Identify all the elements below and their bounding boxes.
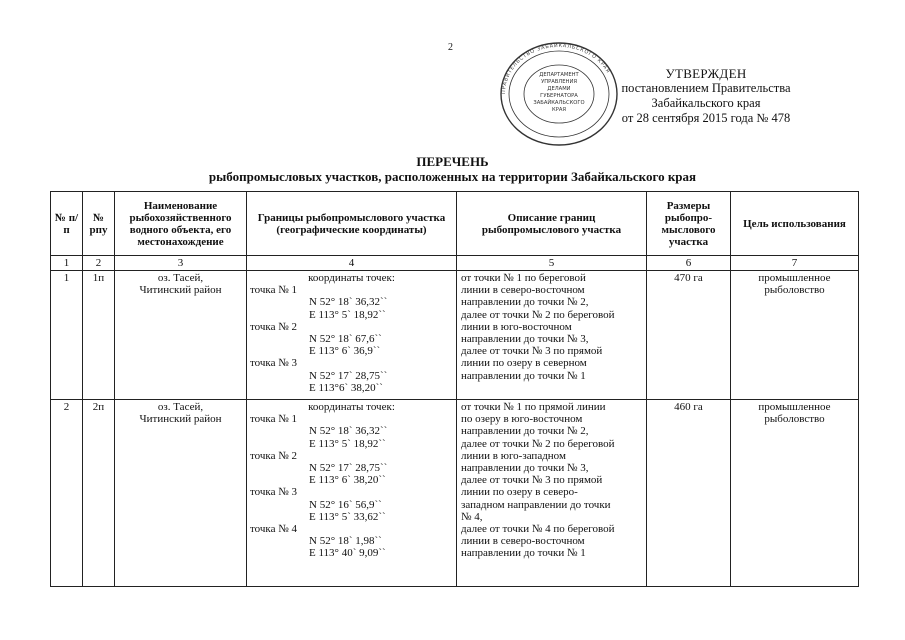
- svg-text:КРАЯ: КРАЯ: [552, 107, 566, 113]
- point-label: точка № 3: [250, 357, 297, 370]
- row-coordinates: координаты точек: точка № 1 N 52° 18` 36,32`` E 113° 5` 18,92`` точка № 2 N 52° 17` 28,75`` E 113° 6` 38,20`` точка № 3 N 52° 16` 56,9`` E 113° 5` 33,62`` точка № 4 N 52° 18` 1,98`` E 113° 40` 9,09``: [247, 400, 457, 587]
- row-purpose: промышленное рыболовство: [731, 400, 859, 587]
- svg-text:ДЕПАРТАМЕНТ: ДЕПАРТАМЕНТ: [539, 72, 579, 78]
- col-number: 7: [731, 256, 859, 271]
- col-header-rpu: № рпу: [83, 192, 115, 256]
- page-number: 2: [448, 42, 453, 53]
- approval-title: УТВЕРЖДЕН: [665, 66, 747, 81]
- col-number: 3: [115, 256, 247, 271]
- col-number: 6: [647, 256, 731, 271]
- col-header-num: № п/п: [51, 192, 83, 256]
- col-header-size: Размеры рыбопро-мыслового участка: [647, 192, 731, 256]
- approval-line-2: Забайкальского края: [651, 96, 761, 110]
- point-label: точка № 1: [250, 284, 297, 297]
- col-number: 2: [83, 256, 115, 271]
- table-row: [51, 271, 859, 400]
- column-number-row: [51, 256, 859, 271]
- col-header-bounds: Границы рыбопромыслового участка (географические координаты): [247, 192, 457, 256]
- document-title: ПЕРЕЧЕНЬ: [416, 154, 489, 169]
- point-label: точка № 3: [250, 486, 297, 499]
- approval-line-1: постановлением Правительства: [621, 81, 791, 95]
- approval-line-3: от 28 сентября 2015 года № 478: [621, 111, 791, 125]
- col-header-object: Наименование рыбохозяйственного водного объекта, его местонахождение: [115, 192, 247, 256]
- row-size: 470 га: [647, 271, 731, 400]
- svg-text:ПРАВИТЕЛЬСТВО ЗАБАЙКАЛЬСКОГО К: ПРАВИТЕЛЬСТВО ЗАБАЙКАЛЬСКОГО КРАЯ: [500, 42, 612, 95]
- row-number: 2: [51, 400, 83, 587]
- col-header-description: Описание границ рыбопромыслового участка: [457, 192, 647, 256]
- fishing-areas-table: [50, 191, 859, 587]
- row-number: 1: [51, 271, 83, 400]
- row-object: оз. Тасей, Читинский район: [115, 400, 247, 587]
- row-object: оз. Тасей, Читинский район: [115, 271, 247, 400]
- svg-text:УПРАВЛЕНИЯ: УПРАВЛЕНИЯ: [541, 79, 577, 85]
- point-label: точка № 4: [250, 523, 297, 536]
- row-rpu: 2п: [83, 400, 115, 587]
- approval-block: [600, 66, 812, 126]
- point-label: точка № 2: [250, 449, 297, 462]
- row-coordinates: координаты точек: точка № 1 N 52° 18` 36,32`` E 113° 5` 18,92`` точка № 2 N 52° 18` 67,6`` E 113° 6` 36,9`` точка № 3 N 52° 17` 28,75`` E 113°6` 38,20``: [247, 271, 457, 400]
- col-header-purpose: Цель использования: [731, 192, 859, 256]
- row-description: от точки № 1 по прямой линии по озеру в юго-восточном направлении до точки № 2, далее от точки № 2 по береговой линии в юго-западном направлении до точки № 3, далее от точки № 3 по прямой линии по озеру в северо- западном направлении до точки № 4, далее от точки № 4 по береговой линии в северо-восточном направлении до точки № 1: [457, 400, 647, 587]
- document-subtitle: рыбопромысловых участков, расположенных на территории Забайкальского края: [208, 169, 697, 184]
- col-number: 5: [457, 256, 647, 271]
- col-number: 4: [247, 256, 457, 271]
- row-rpu: 1п: [83, 271, 115, 400]
- point-label: точка № 1: [250, 413, 297, 426]
- table-row: [51, 400, 859, 587]
- svg-text:ЗАБАЙКАЛЬСКОГО: ЗАБАЙКАЛЬСКОГО: [533, 100, 585, 106]
- table-header-row: [51, 192, 859, 256]
- point-label: точка № 2: [250, 320, 297, 333]
- row-purpose: промышленное рыболовство: [731, 271, 859, 400]
- row-description: от точки № 1 по береговой линии в северо-восточном направлении до точки № 2, далее от точки № 2 по береговой линии в юго-восточном направлении до точки № 3, далее от точки № 3 по прямой линии по озеру в северном направлении до точки № 1: [457, 271, 647, 400]
- col-number: 1: [51, 256, 83, 271]
- svg-text:ДЕЛАМИ: ДЕЛАМИ: [547, 86, 571, 92]
- row-size: 460 га: [647, 400, 731, 587]
- svg-text:ГУБЕРНАТОРА: ГУБЕРНАТОРА: [540, 93, 578, 99]
